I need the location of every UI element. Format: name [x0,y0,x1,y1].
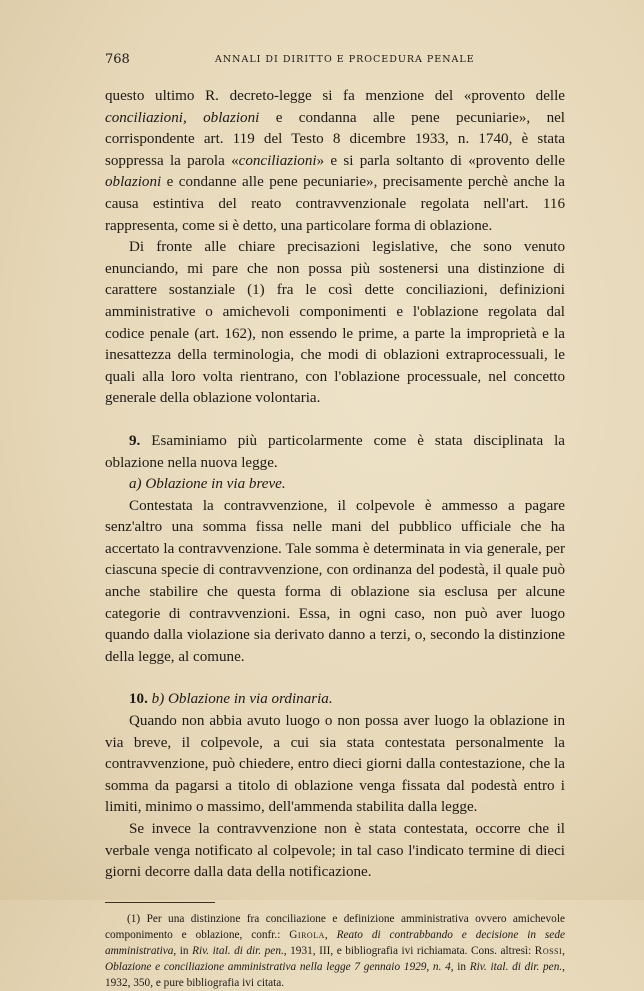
section-9: 9. Esaminiamo più particolarmente come è stata disciplinata la oblazione nella nuova legge. [105,432,565,471]
section-10 [105,689,565,711]
footnote-1: (1) Per una distinzione fra conciliazione e definizione amministrativa ovvero amichevole componimento e oblazione, confr.: Girola, Reato di contrabbando e decisione in sede amministrativa, in Riv. ital. di dir. pen., 1931, III, e bibliografia ivi richiamata. Cons. altresì: Rossi, Oblazione e conciliazione amministrativa nella legge 7 gennaio 1929, n. 4, in Riv. ital. di dir. pen., 1932, 350, e pure bibliografia ivi citata. [105,912,565,989]
paragraph-oblazione-breve: Contestata la contravvenzione, il colpevole è ammesso a pagare senz'altro una somma fissa nelle mani del pubblico ufficiale che ha accertato la contravvenzione. Tale somma è determinata in via generale, per ciascuna specie di contravvenzione, con ordinanza del podestà, il quale può anche stabilire che questa forma di oblazione sia esclusa per alcune categorie di contravvenzioni. Essa, in ogni caso, non può aver luogo quando dalla violazione sia derivato danno a terzi, o, secondo la distinzione della legge, al comune. [105,497,565,665]
paragraph-oblazione-ordinaria: Quando non abbia avuto luogo o non possa aver luogo la oblazione in via breve, il colpevole, a cui sia stata contestata personalmente la contravvenzione, può chiedere, entro dieci giorni dalla contestazione, che la somma da pagarsi a titolo di oblazione venga fissata dal podestà entro i limiti, minimo o massimo, dell'ammenda stabilita dalla legge. [105,713,565,816]
footnote-divider [105,902,215,903]
section-9-number: 9. [129,432,141,449]
running-header [105,48,565,74]
section-10-number: 10. [129,691,148,708]
page-number: 768 [105,52,130,67]
subsection-a-heading: a) Oblazione in via breve. [129,476,286,493]
book-page [105,48,565,991]
paragraph-distinction: Di fronte alle chiare precisazioni legislative, che sono venuto enunciando, mi pare che non possa più sostenersi una distinzione di carattere sostanziale (1) fra le così dette conciliazioni, definizioni amministrative o amichevoli componimenti e l'oblazione regolata dal codice penale (art. 162), non essendo le prime, a parte la improprietà e la inesattezza della terminologia, che modi di oblazioni extraprocessuali, le quali alla loro volta rientrano, con l'oblazione processuale, nel concetto generale della oblazione volontaria. [105,239,565,407]
paragraph-continuation: questo ultimo R. decreto-legge si fa menzione del «provento delle conciliazioni, oblazioni e condanna alle pene pecuniarie», nel corrispondente art. 119 del Testo 8 dicembre 1933, n. 1740, è stata soppressa la parola «conciliazioni» e si parla soltanto di «provento delle oblazioni e condanne alle pene pecuniarie», precisamente perchè anche la causa estintiva del reato contravvenzionale regolata nell'art. 116 rappresenta, come si è detto, una particolare forma di oblazione. [105,88,566,234]
subsection-b-heading: b) Oblazione in via ordinaria. [147,691,333,708]
body-text [105,86,565,884]
running-title: ANNALI DI DIRITTO E PROCEDURA PENALE [215,54,475,65]
paragraph-notifica: Se invece la contravvenzione non è stata contestata, occorre che il verbale venga notificato al colpevole; in tal caso l'indicato termine di dieci giorni decorre dalla data della notificazione. [105,821,565,881]
